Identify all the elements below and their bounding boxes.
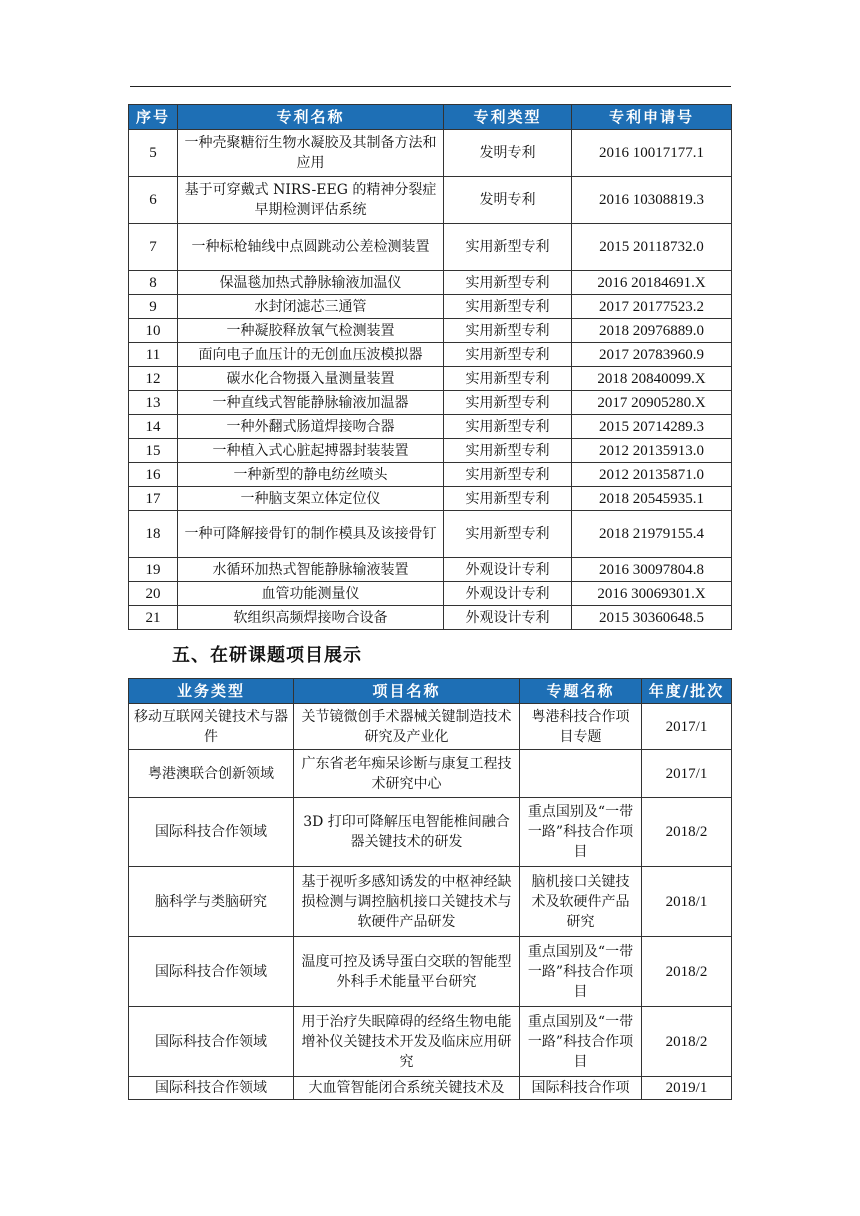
patent-name-cell: 碳水化合物摄入量测量装置 — [178, 367, 444, 391]
topic-name-cell: 国际科技合作项 — [520, 1077, 642, 1100]
header-business-type: 业务类型 — [129, 679, 294, 704]
application-no-cell: 2015 30360648.5 — [572, 606, 732, 630]
patent-name-cell: 一种外翻式肠道焊接吻合器 — [178, 415, 444, 439]
application-no-cell: 2012 20135871.0 — [572, 463, 732, 487]
patent-name-cell: 一种凝胶释放氧气检测装置 — [178, 319, 444, 343]
top-rule — [130, 86, 731, 87]
seq-cell: 19 — [129, 558, 178, 582]
application-no-cell: 2018 21979155.4 — [572, 511, 732, 558]
table-row — [129, 1077, 732, 1100]
table-row — [129, 798, 732, 867]
patent-type-cell: 发明专利 — [444, 177, 572, 224]
seq-cell: 12 — [129, 367, 178, 391]
patent-type-cell: 实用新型专利 — [444, 343, 572, 367]
application-no-cell: 2016 10308819.3 — [572, 177, 732, 224]
patent-type-cell: 实用新型专利 — [444, 295, 572, 319]
header-application-no: 专利申请号 — [572, 105, 732, 130]
topic-name-cell — [520, 750, 642, 798]
patent-name-cell: 软组织高频焊接吻合设备 — [178, 606, 444, 630]
patent-name-cell: 一种标枪轴线中点圆跳动公差检测装置 — [178, 224, 444, 271]
business-type-cell: 国际科技合作领域 — [129, 798, 294, 867]
table-row — [129, 295, 732, 319]
year-batch-cell: 2018/1 — [642, 867, 732, 937]
project-name-cell: 关节镜微创手术器械关键制造技术研究及产业化 — [294, 704, 520, 750]
patent-name-cell: 保温毯加热式静脉输液加温仪 — [178, 271, 444, 295]
patent-type-cell: 实用新型专利 — [444, 224, 572, 271]
business-type-cell: 脑科学与类脑研究 — [129, 867, 294, 937]
business-type-cell: 粤港澳联合创新领域 — [129, 750, 294, 798]
project-name-cell: 温度可控及诱导蛋白交联的智能型外科手术能量平台研究 — [294, 937, 520, 1007]
project-name-cell: 广东省老年痴呆诊断与康复工程技术研究中心 — [294, 750, 520, 798]
table-row — [129, 319, 732, 343]
year-batch-cell: 2019/1 — [642, 1077, 732, 1100]
topic-name-cell: 重点国别及“一带一路”科技合作项目 — [520, 937, 642, 1007]
patent-type-cell: 实用新型专利 — [444, 511, 572, 558]
patent-type-cell: 外观设计专利 — [444, 558, 572, 582]
table-row — [129, 177, 732, 224]
patent-name-cell: 水循环加热式智能静脉输液装置 — [178, 558, 444, 582]
seq-cell: 13 — [129, 391, 178, 415]
patent-name-cell: 一种新型的静电纺丝喷头 — [178, 463, 444, 487]
table-row — [129, 867, 732, 937]
project-name-cell: 大血管智能闭合系统关键技术及 — [294, 1077, 520, 1100]
application-no-cell: 2018 20976889.0 — [572, 319, 732, 343]
seq-cell: 16 — [129, 463, 178, 487]
section-heading: 五、在研课题项目展示 — [172, 645, 362, 666]
seq-cell: 20 — [129, 582, 178, 606]
table-row — [129, 704, 732, 750]
business-type-cell: 移动互联网关键技术与器件 — [129, 704, 294, 750]
table-row — [129, 391, 732, 415]
year-batch-cell: 2017/1 — [642, 750, 732, 798]
patent-name-cell: 一种可降解接骨钉的制作模具及该接骨钉 — [178, 511, 444, 558]
seq-cell: 5 — [129, 130, 178, 177]
project-table — [128, 678, 732, 1100]
project-name-cell: 3D 打印可降解压电智能椎间融合器关键技术的研发 — [294, 798, 520, 867]
table-row — [129, 224, 732, 271]
year-batch-cell: 2018/2 — [642, 798, 732, 867]
patent-name-cell: 一种直线式智能静脉输液加温器 — [178, 391, 444, 415]
application-no-cell: 2012 20135913.0 — [572, 439, 732, 463]
seq-cell: 9 — [129, 295, 178, 319]
table-row — [129, 415, 732, 439]
patent-type-cell: 实用新型专利 — [444, 319, 572, 343]
topic-name-cell: 脑机接口关键技术及软硬件产品研究 — [520, 867, 642, 937]
project-name-cell: 用于治疗失眠障碍的经络生物电能增补仪关键技术开发及临床应用研究 — [294, 1007, 520, 1077]
project-header-row — [129, 679, 732, 704]
business-type-cell: 国际科技合作领域 — [129, 937, 294, 1007]
table-row — [129, 487, 732, 511]
header-year-batch: 年度/批次 — [642, 679, 732, 704]
seq-cell: 15 — [129, 439, 178, 463]
patent-type-cell: 实用新型专利 — [444, 415, 572, 439]
patent-name-cell: 一种脑支架立体定位仪 — [178, 487, 444, 511]
patent-type-cell: 外观设计专利 — [444, 606, 572, 630]
seq-cell: 8 — [129, 271, 178, 295]
header-project-name: 项目名称 — [294, 679, 520, 704]
project-name-cell: 基于视听多感知诱发的中枢神经缺损检测与调控脑机接口关键技术与软硬件产品研发 — [294, 867, 520, 937]
application-no-cell: 2015 20714289.3 — [572, 415, 732, 439]
table-row — [129, 463, 732, 487]
patent-name-cell: 一种植入式心脏起搏器封装装置 — [178, 439, 444, 463]
header-patent-type: 专利类型 — [444, 105, 572, 130]
application-no-cell: 2018 20840099.X — [572, 367, 732, 391]
patent-type-cell: 发明专利 — [444, 130, 572, 177]
table-row — [129, 937, 732, 1007]
patent-name-cell: 一种壳聚糖衍生物水凝胶及其制备方法和应用 — [178, 130, 444, 177]
application-no-cell: 2017 20905280.X — [572, 391, 732, 415]
patent-type-cell: 实用新型专利 — [444, 487, 572, 511]
application-no-cell: 2016 30069301.X — [572, 582, 732, 606]
year-batch-cell: 2017/1 — [642, 704, 732, 750]
table-row — [129, 130, 732, 177]
table-row — [129, 1007, 732, 1077]
table-row — [129, 439, 732, 463]
business-type-cell: 国际科技合作领域 — [129, 1007, 294, 1077]
patent-table — [128, 104, 732, 630]
table-row — [129, 367, 732, 391]
seq-cell: 10 — [129, 319, 178, 343]
topic-name-cell: 重点国别及“一带一路”科技合作项目 — [520, 798, 642, 867]
patent-name-cell: 面向电子血压计的无创血压波模拟器 — [178, 343, 444, 367]
patent-type-cell: 外观设计专利 — [444, 582, 572, 606]
table-row — [129, 558, 732, 582]
application-no-cell: 2016 20184691.X — [572, 271, 732, 295]
seq-cell: 17 — [129, 487, 178, 511]
table-row — [129, 343, 732, 367]
seq-cell: 6 — [129, 177, 178, 224]
patent-name-cell: 基于可穿戴式 NIRS-EEG 的精神分裂症早期检测评估系统 — [178, 177, 444, 224]
header-seq: 序号 — [129, 105, 178, 130]
application-no-cell: 2017 20177523.2 — [572, 295, 732, 319]
header-patent-name: 专利名称 — [178, 105, 444, 130]
seq-cell: 14 — [129, 415, 178, 439]
application-no-cell: 2017 20783960.9 — [572, 343, 732, 367]
table-row — [129, 582, 732, 606]
topic-name-cell: 粤港科技合作项目专题 — [520, 704, 642, 750]
header-topic-name: 专题名称 — [520, 679, 642, 704]
patent-type-cell: 实用新型专利 — [444, 391, 572, 415]
application-no-cell: 2018 20545935.1 — [572, 487, 732, 511]
seq-cell: 11 — [129, 343, 178, 367]
patent-name-cell: 血管功能测量仪 — [178, 582, 444, 606]
seq-cell: 21 — [129, 606, 178, 630]
application-no-cell: 2016 10017177.1 — [572, 130, 732, 177]
year-batch-cell: 2018/2 — [642, 1007, 732, 1077]
table-row — [129, 750, 732, 798]
patent-type-cell: 实用新型专利 — [444, 367, 572, 391]
seq-cell: 18 — [129, 511, 178, 558]
business-type-cell: 国际科技合作领域 — [129, 1077, 294, 1100]
topic-name-cell: 重点国别及“一带一路”科技合作项目 — [520, 1007, 642, 1077]
patent-header-row — [129, 105, 732, 130]
patent-type-cell: 实用新型专利 — [444, 271, 572, 295]
table-row — [129, 606, 732, 630]
table-row — [129, 271, 732, 295]
seq-cell: 7 — [129, 224, 178, 271]
patent-type-cell: 实用新型专利 — [444, 463, 572, 487]
patent-name-cell: 水封闭滤芯三通管 — [178, 295, 444, 319]
year-batch-cell: 2018/2 — [642, 937, 732, 1007]
patent-type-cell: 实用新型专利 — [444, 439, 572, 463]
table-row — [129, 511, 732, 558]
application-no-cell: 2015 20118732.0 — [572, 224, 732, 271]
application-no-cell: 2016 30097804.8 — [572, 558, 732, 582]
